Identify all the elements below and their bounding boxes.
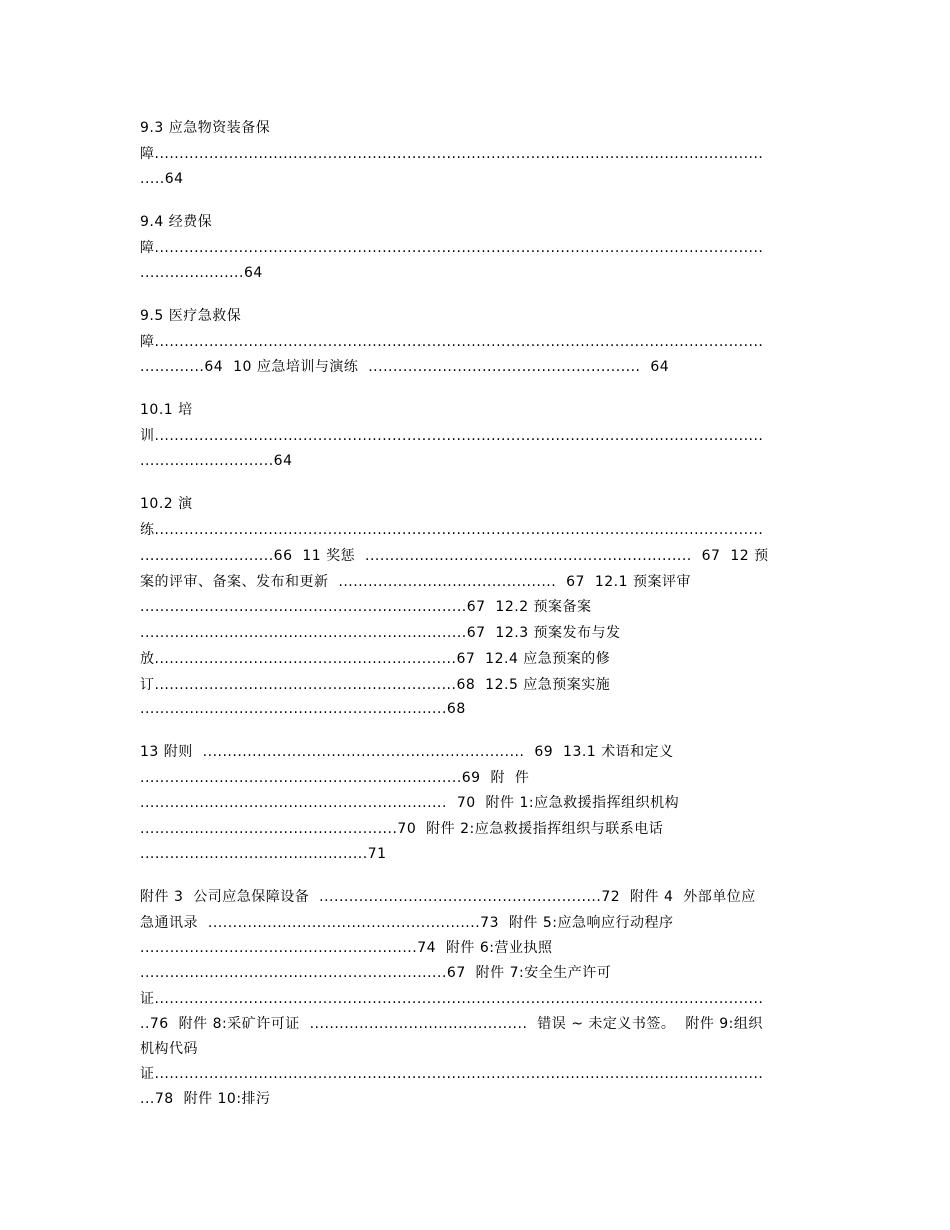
toc-line: 案的评审、备案、发布和更新 ............................................ 67 12.1 预案评审 — [140, 574, 691, 590]
toc-line: 附件 3 公司应急保障设备 .........................................................72 附件 4 外部单位应 — [140, 889, 756, 905]
toc-line: 9.4 经费保 — [140, 214, 213, 230]
toc-line: ..76 附件 8:采矿许可证 ............................................ 错误 ~ 未定义书签。 附件 9:组织 — [140, 1016, 763, 1032]
toc-line: 急通讯录 .......................................................73 附件 5:应急响应行动程序 — [140, 915, 674, 931]
toc-line: ..................................................................67 12.2 预案备案 — [140, 599, 592, 615]
toc-line: .....64 — [140, 171, 184, 187]
toc-line: .............................................................. 70 附件 1:应急救援指挥组织机构 — [140, 795, 680, 811]
toc-line: 练........................................................................................................................... — [140, 522, 764, 538]
toc-line: ..............................................................68 — [140, 701, 466, 717]
toc-line: 证........................................................................................................................... — [140, 991, 764, 1007]
toc-line: .....................64 — [140, 265, 263, 281]
toc-line: 训........................................................................................................................... — [140, 428, 764, 444]
toc-line: ..............................................................67 附件 7:安全生产许可 — [140, 965, 612, 981]
toc-line: ...78 附件 10:排污 — [140, 1091, 271, 1107]
toc-line: ...........................66 11 奖惩 .................................................................. 67 12 预 — [140, 548, 769, 564]
toc-line: 9.5 医疗急救保 — [140, 308, 242, 324]
toc-line: 13 附则 ................................................................. 69 13.1 术语和定义 — [140, 744, 674, 760]
toc-line: ..................................................................67 12.3 预案发布与发 — [140, 625, 621, 641]
toc-line: ........................................................74 附件 6:营业执照 — [140, 940, 553, 956]
toc-line: 订.............................................................68 12.5 应急预案实施 — [140, 677, 611, 693]
toc-line: 放.............................................................67 12.4 应急预案的修 — [140, 651, 611, 667]
toc-line: 障........................................................................................................................... — [140, 240, 764, 256]
toc-line: ...........................64 — [140, 453, 293, 469]
toc-line: 证........................................................................................................................... — [140, 1066, 764, 1082]
toc-line: .................................................................69 附 件 — [140, 770, 530, 786]
toc-line: 9.3 应急物资装备保 — [140, 120, 271, 136]
toc-line: 机构代码 — [140, 1041, 198, 1057]
toc-line: 障........................................................................................................................... — [140, 146, 764, 162]
toc-line: ..............................................71 — [140, 846, 387, 862]
toc-line: 10.1 培 — [140, 402, 193, 418]
toc-line: 障........................................................................................................................... — [140, 334, 764, 350]
toc-line: 10.2 演 — [140, 496, 193, 512]
toc-line: .............64 10 应急培训与演练 ....................................................... 64 — [140, 359, 670, 375]
toc-line: ....................................................70 附件 2:应急救援指挥组织与联系电话 — [140, 821, 664, 837]
